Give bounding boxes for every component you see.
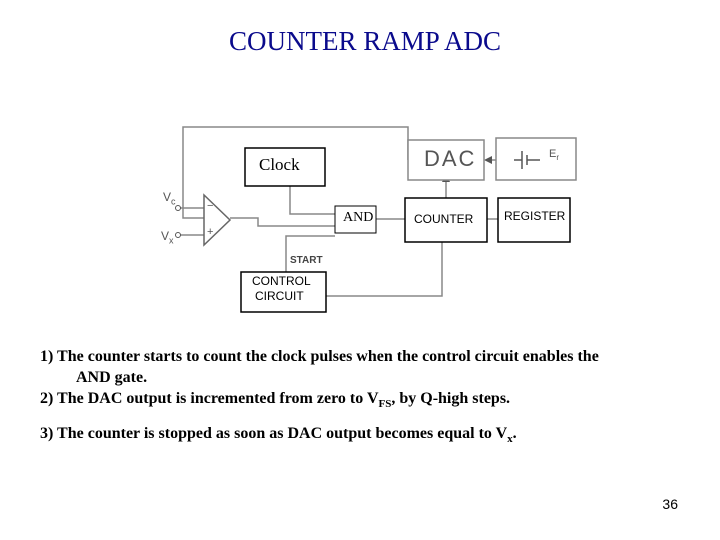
note-item-2	[40, 388, 690, 415]
page-number: 36	[662, 496, 678, 512]
note-3-text-end: .	[512, 425, 517, 443]
note-3-text: 3) The counter is stopped as soon as DAC output becomes equal to V	[40, 425, 508, 443]
vx-terminal	[176, 233, 181, 238]
vc-letter: V	[163, 190, 172, 204]
note-item-1	[40, 346, 690, 367]
note-item-3	[40, 423, 690, 450]
vc-subscript: c	[171, 196, 176, 207]
wire-comparator-to-and	[230, 218, 340, 226]
note-item-1-cont	[40, 367, 690, 388]
vx-subscript: x	[169, 235, 174, 246]
comparator-plus: +	[207, 226, 214, 238]
control-circuit-label	[252, 274, 311, 304]
dac-label: DAC	[424, 146, 477, 171]
note-2-text: 2) The DAC output is incremented from zero to V	[40, 390, 379, 407]
clock-label: Clock	[259, 155, 300, 174]
page-title: COUNTER RAMP ADC	[228, 26, 502, 56]
vx-letter: V	[161, 229, 170, 243]
comparator-minus: −	[207, 200, 214, 212]
vc-label	[163, 190, 176, 206]
note-2-text-end: , by Q-high steps.	[391, 390, 511, 407]
er-subscript: r	[556, 153, 560, 163]
counter-label: COUNTER	[414, 212, 474, 226]
arrow-into-dac-from-er	[484, 156, 492, 164]
er-reference-block	[496, 138, 576, 180]
control-label-line1: CONTROL	[252, 274, 311, 288]
note-3-subscript: x	[507, 433, 513, 446]
vc-terminal	[176, 206, 181, 211]
wire-clock-to-and	[290, 186, 340, 214]
wire-start	[286, 236, 335, 272]
note-2-subscript: FS	[378, 398, 392, 411]
er-letter: E	[549, 148, 557, 160]
vx-label	[161, 229, 174, 245]
note-1-line-2: AND gate.	[76, 369, 148, 386]
wire-control-to-counter	[326, 242, 442, 296]
and-label: AND	[343, 210, 374, 225]
start-label: START	[290, 255, 323, 266]
notes-list	[40, 346, 690, 450]
register-label: REGISTER	[504, 209, 566, 223]
note-1-line-1: 1) The counter starts to count the clock pulses when the control circuit enables the	[40, 348, 599, 365]
er-label	[549, 148, 559, 162]
control-label-line2: CIRCUIT	[255, 289, 304, 303]
